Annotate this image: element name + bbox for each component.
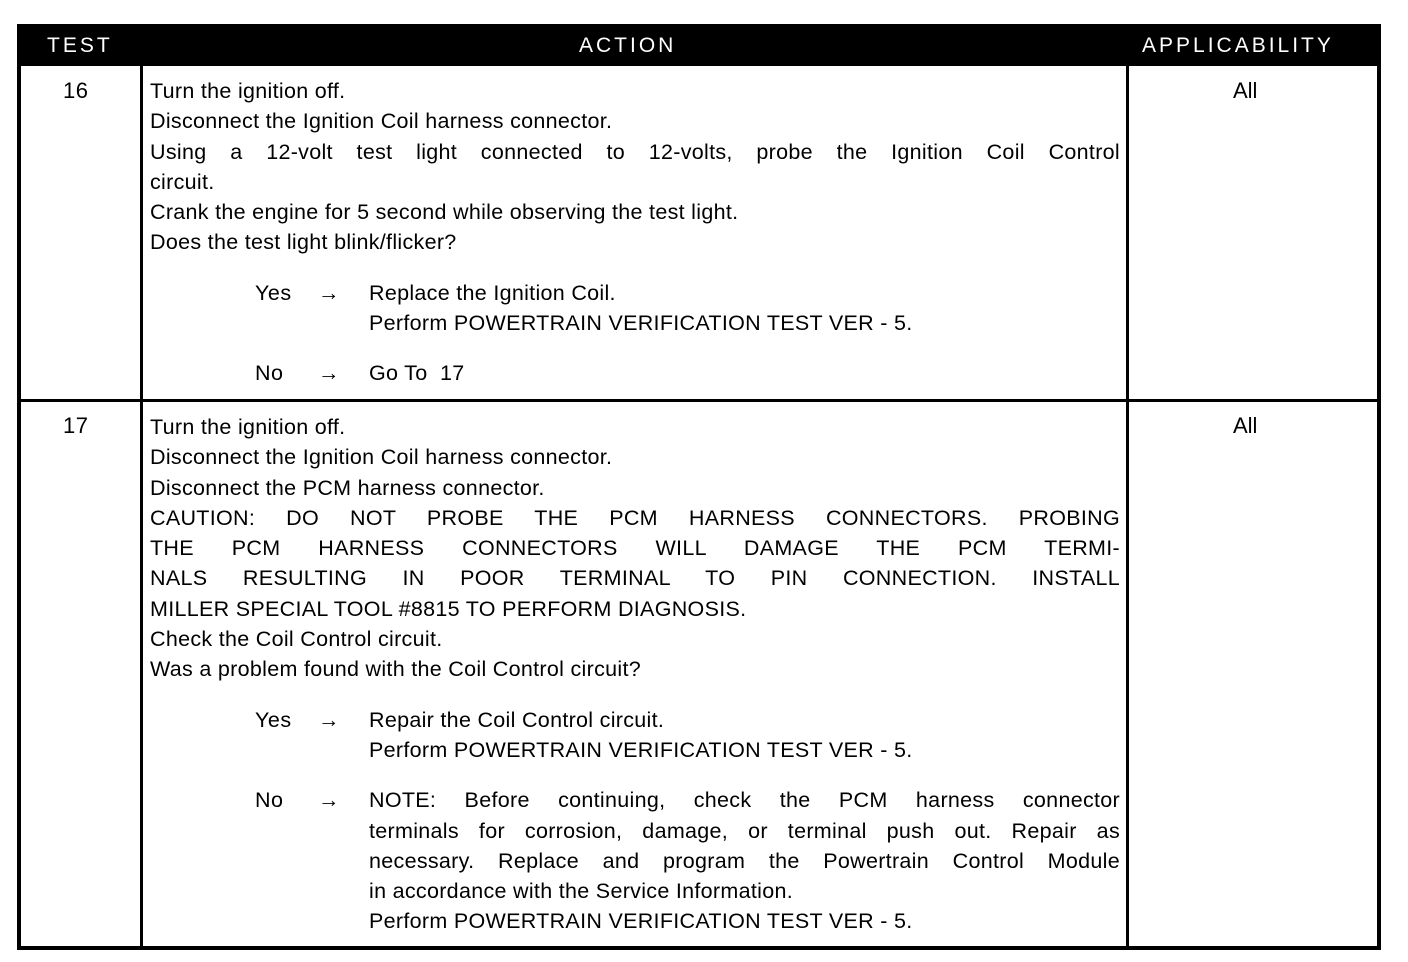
action-step: Check the Coil Control circuit.: [150, 627, 443, 652]
response-line: Perform POWERTRAIN VERIFICATION TEST VER - 5.: [369, 737, 913, 762]
yes-label: Yes: [255, 280, 292, 305]
response-line: Replace the Ignition Coil.: [369, 280, 616, 305]
response-line: Go To 17: [369, 361, 465, 386]
arrow-icon: →: [318, 280, 340, 305]
no-response: [150, 785, 1120, 936]
row-divider: [21, 399, 1377, 402]
column-divider-test: [140, 66, 143, 946]
action-step: Was a problem found with the Coil Control circuit?: [150, 657, 641, 682]
caution-line: NALS RESULTING IN POOR TERMINAL TO PIN CONNECTION. INSTALL: [150, 566, 1120, 591]
applicability-value: All: [1233, 78, 1258, 103]
yes-response: [150, 278, 1120, 339]
response-line: in accordance with the Service Information.: [369, 879, 793, 904]
caution-line: THE PCM HARNESS CONNECTORS WILL DAMAGE THE PCM TERMI-: [150, 536, 1120, 561]
action-step: Turn the ignition off.: [150, 79, 346, 103]
action-step: circuit.: [150, 169, 215, 194]
yes-response: [150, 705, 1120, 766]
action-cell: [150, 412, 1120, 937]
action-step: Crank the engine for 5 second while observing the test light.: [150, 200, 739, 225]
header-test: TEST: [47, 34, 113, 57]
action-step: Does the test light blink/flicker?: [150, 230, 457, 255]
no-response: [150, 358, 1120, 388]
response-line: necessary. Replace and program the Powertrain Control Module: [369, 848, 1120, 873]
caution-line: CAUTION: DO NOT PROBE THE PCM HARNESS CONNECTORS. PROBING: [150, 505, 1120, 530]
arrow-icon: →: [318, 361, 340, 386]
action-step: Using a 12-volt test light connected to 12-volts, probe the Ignition Coil Control: [150, 139, 1120, 164]
action-step: Disconnect the Ignition Coil harness connector.: [150, 445, 613, 470]
response-line: NOTE: Before continuing, check the PCM harness connector: [369, 788, 1120, 813]
applicability-value: All: [1233, 413, 1258, 438]
caution-line: MILLER SPECIAL TOOL #8815 TO PERFORM DIAGNOSIS.: [150, 596, 747, 621]
response-line: Perform POWERTRAIN VERIFICATION TEST VER - 5.: [369, 909, 913, 934]
action-cell: [150, 76, 1120, 389]
header-applicability: APPLICABILITY: [1142, 34, 1334, 57]
action-step: Disconnect the PCM harness connector.: [150, 475, 545, 500]
arrow-icon: →: [318, 707, 340, 732]
yes-label: Yes: [255, 707, 292, 732]
diagnostic-table: [17, 24, 1381, 950]
action-step: Disconnect the Ignition Coil harness connector.: [150, 109, 613, 134]
response-line: Perform POWERTRAIN VERIFICATION TEST VER - 5.: [369, 311, 913, 336]
header-action: ACTION: [579, 34, 677, 57]
test-number: 17: [63, 413, 89, 438]
response-line: terminals for corrosion, damage, or terminal push out. Repair as: [369, 818, 1120, 843]
response-line: Repair the Coil Control circuit.: [369, 707, 665, 732]
column-divider-action: [1126, 66, 1129, 946]
no-label: No: [255, 788, 284, 813]
arrow-icon: →: [318, 788, 340, 813]
no-label: No: [255, 361, 284, 386]
table-header: [21, 28, 1377, 66]
action-step: Turn the ignition off.: [150, 415, 346, 439]
test-number: 16: [63, 78, 89, 103]
